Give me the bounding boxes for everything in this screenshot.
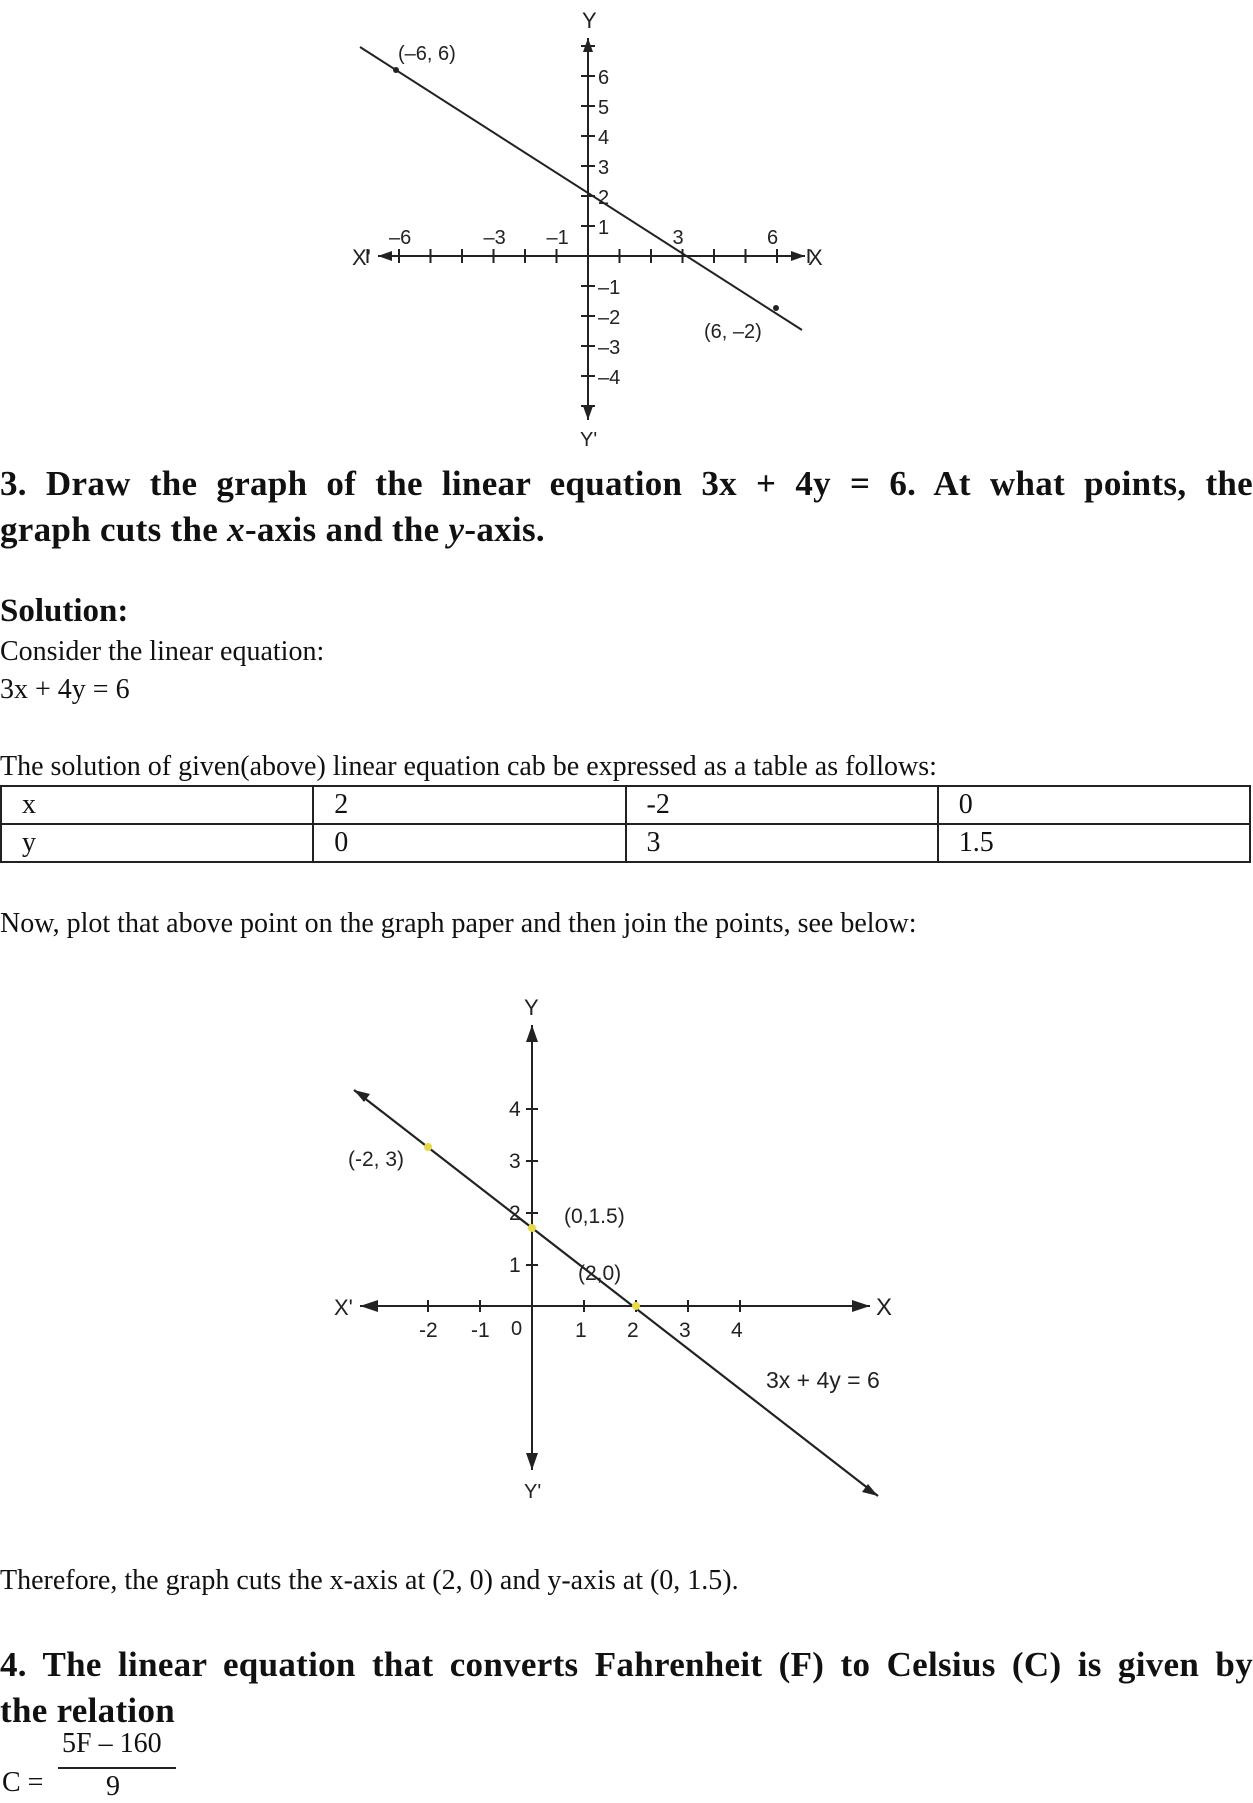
- graph2-point-c-label: (2,0): [578, 1262, 622, 1285]
- graph1-point-a: [393, 67, 399, 73]
- graph2-x-tick-label: 2: [627, 1319, 639, 1342]
- table-cell: 0: [938, 786, 1250, 824]
- graph1-x-neg-label: X': [352, 245, 371, 270]
- q3-text-a: graph cuts the: [0, 510, 228, 549]
- graph1-x-arrow-right: [791, 251, 805, 261]
- table-cell: 1.5: [938, 824, 1250, 862]
- graph-1: [330, 0, 830, 450]
- question-3-line-1: 3. Draw the graph of the linear equation 3x + 4y = 6. At what points, the: [0, 464, 1253, 503]
- formula-numerator: 5F – 160: [62, 1728, 162, 1759]
- formula-bar: [58, 1767, 176, 1769]
- graph2-line: [354, 1090, 878, 1496]
- q3-text-c: -axis.: [464, 510, 545, 549]
- table-cell: y: [1, 824, 313, 862]
- graph1-x-tick-label: –3: [483, 227, 506, 249]
- graph2-y-tick-label: 2: [509, 1202, 521, 1225]
- graph1-x-tick-label: –1: [546, 227, 569, 249]
- graph1-point-b-label: (6, –2): [704, 321, 762, 343]
- table-cell: x: [1, 786, 313, 824]
- question-4-line-2: the relation: [0, 1691, 176, 1730]
- graph1-x-arrow-left: [378, 251, 392, 261]
- graph2-y-label: Y: [524, 995, 539, 1020]
- graph2-x-neg-label: X': [334, 1295, 353, 1320]
- table-cell: 2: [313, 786, 625, 824]
- graph2-x-tick-label: -1: [471, 1319, 490, 1342]
- graph2-point-b: [528, 1224, 536, 1232]
- question-4-title: [0, 1642, 1253, 1734]
- table-cell: -2: [626, 786, 938, 824]
- graph2-y-tick-label: 1: [509, 1254, 521, 1277]
- graph1-line: [360, 47, 802, 330]
- graph2-y-neg-label: Y': [524, 1481, 542, 1503]
- graph1-y-tick-label: –4: [598, 367, 621, 389]
- graph1-y-tick-label: –2: [598, 307, 621, 329]
- graph2-y-arrow-down: [526, 1453, 538, 1470]
- graph-2: [320, 990, 940, 1510]
- graph1-y-tick-label: 4: [598, 127, 610, 149]
- q3-x: x: [227, 510, 245, 549]
- q3-text-b: -axis and the: [244, 510, 449, 549]
- q3-y: y: [448, 510, 465, 549]
- graph2-y-tick-label: 3: [509, 1150, 521, 1173]
- graph1-y-tick-label: –3: [598, 337, 621, 359]
- solution-table: [0, 785, 1251, 863]
- table-row: [1, 824, 1250, 862]
- graph1-y-label: Y: [582, 8, 597, 33]
- graph2-x-tick-label: 3: [679, 1319, 691, 1342]
- graph1-y-tick-label: 5: [598, 97, 610, 119]
- graph1-point-a-label: (–6, 6): [398, 43, 456, 65]
- graph2-x-tick-label: 1: [575, 1319, 587, 1342]
- graph2-line-label: 3x + 4y = 6: [766, 1367, 880, 1393]
- graph2-y-tick-label: 4: [509, 1098, 521, 1121]
- graph1-y-neg-label: Y': [580, 429, 598, 450]
- graph2-x-tick-label: 4: [731, 1319, 743, 1342]
- graph1-y-tick-label: 1: [598, 217, 610, 239]
- consider-text: Consider the linear equation:: [0, 636, 325, 667]
- solution-label: Solution:: [0, 593, 129, 629]
- graph2-point-a-label: (-2, 3): [348, 1148, 405, 1171]
- graph2-point-c: [632, 1302, 640, 1310]
- graph2-x-label: X: [876, 1294, 893, 1321]
- question-3-title: [0, 461, 1253, 553]
- formula-lhs: C =: [2, 1767, 44, 1798]
- graph1-x-tick-label: –6: [389, 227, 412, 249]
- graph2-point-b-label: (0,1.5): [564, 1205, 625, 1228]
- graph1-y-tick-label: 3: [598, 157, 610, 179]
- graph1-y-tick-label: –1: [598, 277, 621, 299]
- graph2-x-arrow-left: [360, 1300, 378, 1312]
- graph1-x-tick-label: 6: [767, 227, 779, 249]
- formula-denominator: 9: [106, 1771, 120, 1802]
- graph2-point-a: [424, 1143, 432, 1151]
- graph2-origin-label: 0: [511, 1318, 523, 1340]
- graph2-x-arrow-right: [852, 1300, 870, 1312]
- graph2-x-tick-label: -2: [419, 1319, 438, 1342]
- graph1-y-arrow-down: [583, 406, 593, 420]
- graph1-x-label: X: [808, 245, 823, 270]
- question-4-line-1: 4. The linear equation that converts Fahrenheit (F) to Celsius (C) is given by: [0, 1645, 1253, 1684]
- table-intro-text: The solution of given(above) linear equation cab be expressed as a table as follows:: [0, 751, 937, 782]
- graph1-y-tick-label: 6: [598, 67, 610, 89]
- conclusion-text: Therefore, the graph cuts the x-axis at (2, 0) and y-axis at (0, 1.5).: [0, 1565, 739, 1596]
- table-cell: 0: [313, 824, 625, 862]
- graph2-y-arrow-up: [526, 1025, 538, 1042]
- equation-text: 3x + 4y = 6: [0, 674, 130, 705]
- plot-instruction-text: Now, plot that above point on the graph paper and then join the points, see below:: [0, 908, 917, 939]
- table-cell: 3: [626, 824, 938, 862]
- graph1-point-b: [773, 305, 779, 311]
- graph1-y-tick-label: 2: [598, 187, 610, 209]
- question-3-line-2: [0, 507, 1253, 553]
- graph1-x-tick-label: 3: [672, 227, 684, 249]
- table-row: [1, 786, 1250, 824]
